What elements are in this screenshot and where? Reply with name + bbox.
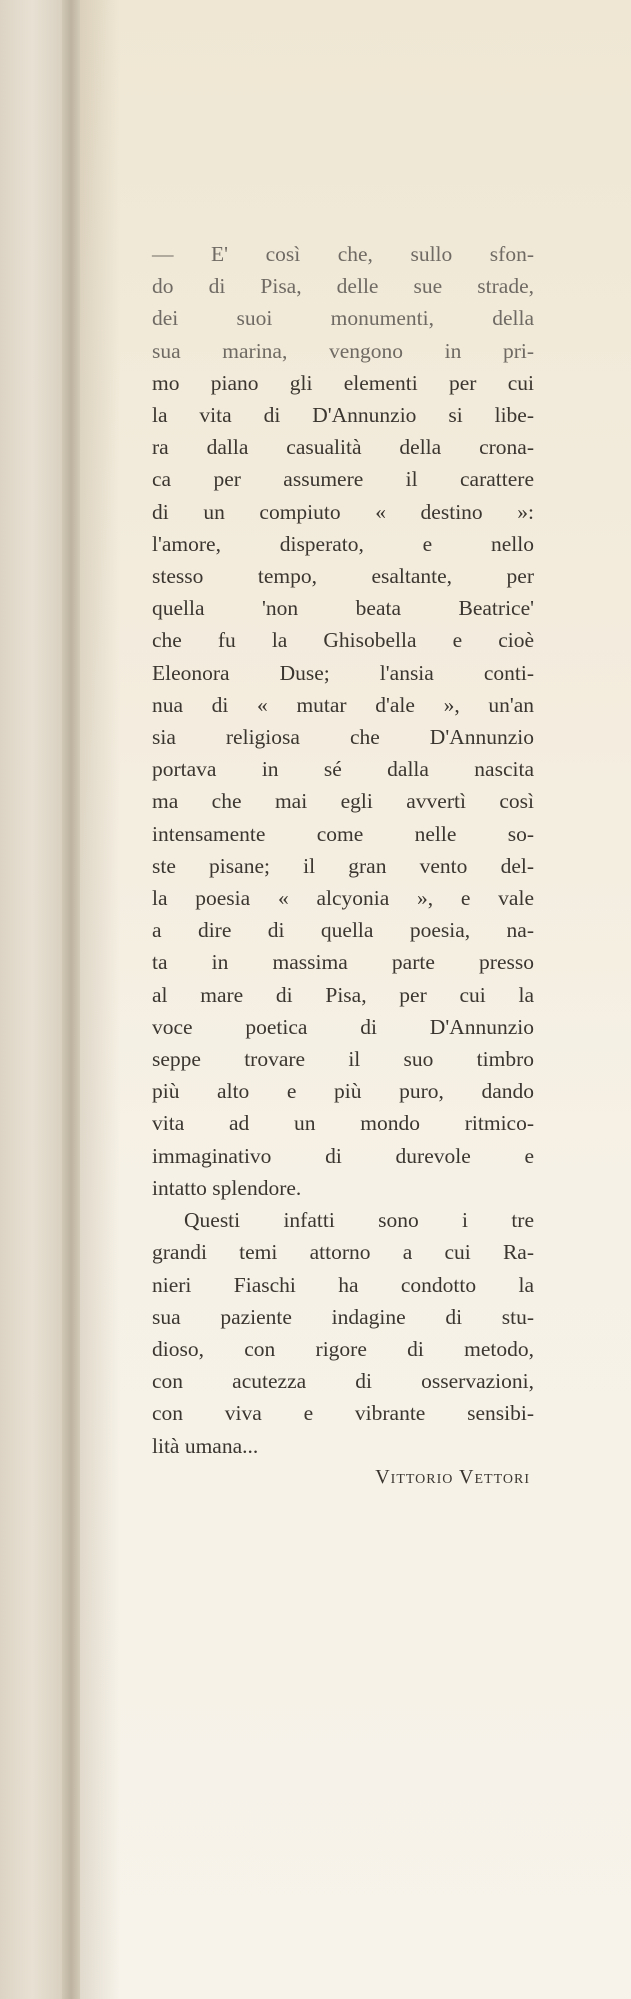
text-line: intensamente come nelle so- — [152, 821, 534, 846]
text-line: mo piano gli elementi per cui — [152, 370, 534, 395]
spine-edge — [62, 0, 80, 1999]
text-line: sua marina, vengono in pri- — [152, 338, 534, 363]
text-line: ca per assumere il carattere — [152, 467, 534, 492]
flap-shadow — [80, 0, 120, 1999]
text-line: portava in sé dalla nascita — [152, 757, 534, 782]
text-line: a dire di quella poesia, na- — [152, 918, 534, 943]
text-line: la vita di D'Annunzio si libe- — [152, 403, 534, 428]
text-line: quella 'non beata Beatrice' — [152, 596, 534, 621]
text-line: intatto splendore. — [152, 1175, 302, 1200]
text-line: Eleonora Duse; l'ansia conti- — [152, 660, 534, 685]
text-line: l'amore, disperato, e nello — [152, 531, 534, 556]
text-line: nieri Fiaschi ha condotto la — [152, 1272, 534, 1297]
paragraph-1 — [152, 238, 534, 1204]
text-line: vita ad un mondo ritmico- — [152, 1111, 534, 1136]
text-line: immaginativo di durevole e — [152, 1143, 534, 1168]
text-line: dei suoi monumenti, della — [152, 306, 534, 331]
text-line: che fu la Ghisobella e cioè — [152, 628, 534, 653]
text-line: nua di « mutar d'ale », un'an — [152, 692, 534, 717]
text-line: voce poetica di D'Annunzio — [152, 1014, 534, 1039]
text-line: — E' così che, sullo sfon- — [152, 242, 534, 266]
author-signature: Vittorio Vettori — [375, 1466, 530, 1488]
text-line: ta in massima parte presso — [152, 950, 534, 975]
text-line: la poesia « alcyonia », e vale — [152, 886, 534, 911]
text-line: ste pisane; il gran vento del- — [152, 853, 534, 878]
text-line: dioso, con rigore di metodo, — [152, 1336, 534, 1361]
text-line: di un compiuto « destino »: — [152, 499, 534, 524]
text-line: stesso tempo, esaltante, per — [152, 564, 534, 589]
text-line: lità umana... — [152, 1433, 259, 1458]
text-line: ra dalla casualità della crona- — [152, 435, 534, 460]
flap-text — [152, 238, 534, 1462]
text-line: più alto e più puro, dando — [152, 1079, 534, 1104]
text-line: al mare di Pisa, per cui la — [152, 982, 534, 1007]
text-line: do di Pisa, delle sue strade, — [152, 274, 534, 299]
text-line: ma che mai egli avvertì così — [152, 789, 534, 814]
text-line: con acutezza di osservazioni, — [152, 1369, 534, 1394]
text-line: con viva e vibrante sensibi- — [152, 1401, 534, 1426]
text-line: grandi temi attorno a cui Ra- — [152, 1240, 534, 1265]
text-line: sia religiosa che D'Annunzio — [152, 725, 534, 750]
paragraph-2 — [152, 1204, 534, 1462]
text-line: sua paziente indagine di stu- — [152, 1304, 534, 1329]
text-line: seppe trovare il suo timbro — [152, 1047, 534, 1072]
text-line: Questi infatti sono i tre — [184, 1208, 534, 1233]
